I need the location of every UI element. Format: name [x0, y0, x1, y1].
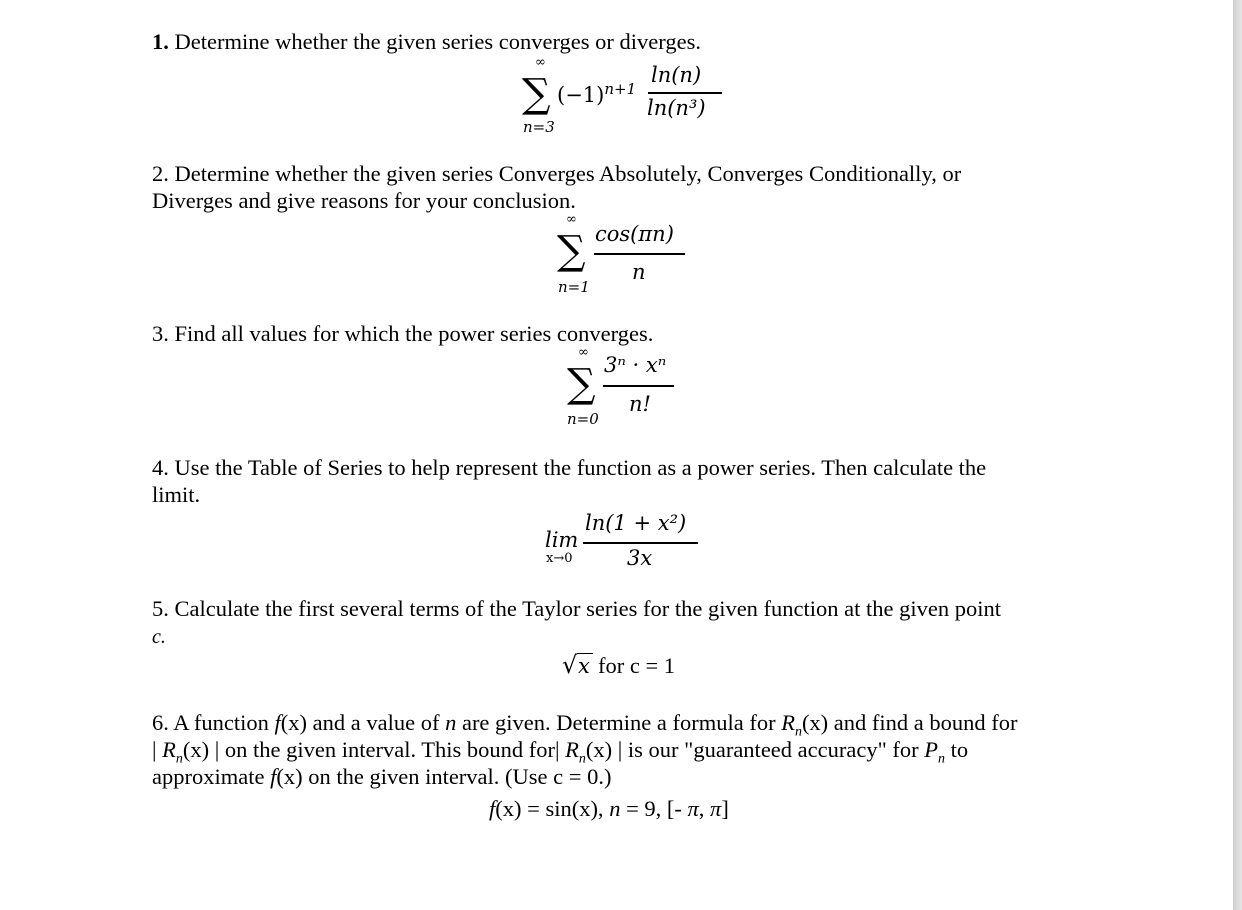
p1-sum-upper: ∞ [535, 55, 546, 70]
p4-lim: lim [545, 528, 579, 552]
p5-condition: for c = 1 [598, 653, 676, 678]
p5-sqrt-sign: √ [562, 651, 578, 679]
problem-6-line-2: | $R_n(x)$ | on the given interval. This bound for| $R_n(x)$ | is our "guaranteed accuracy" for $P_n$ to [152, 737, 969, 767]
p4-numerator: ln(1 + x²) [585, 511, 687, 535]
p3-sum-upper: ∞ [578, 345, 589, 360]
p3-fraction-bar [603, 385, 674, 387]
p5-radicand: x [578, 654, 590, 678]
problem-1-text: Determine whether the given series converges or diverges. [174, 29, 701, 54]
p1-factor-exponent: n+1 [604, 80, 637, 98]
p2-denominator: n [632, 260, 646, 284]
p2-fraction-bar [594, 253, 685, 255]
page-edge-shadow [1233, 0, 1242, 910]
p4-fraction-bar [583, 542, 698, 544]
p2-sigma: ∑ [557, 228, 586, 274]
p1-sigma: ∑ [522, 71, 551, 117]
p1-sum-lower: n=3 [523, 118, 555, 136]
p3-numerator: 3ⁿ · xⁿ [604, 353, 667, 377]
p1-factor: $(-1)^{n+1}$ [557, 80, 637, 107]
p1-fraction-bar [648, 92, 722, 94]
p3-denominator: n! [629, 392, 651, 416]
problem-6-line-3: approximate f(x) on the given interval. (Use c = 0.) [152, 764, 612, 789]
problem-6-line-1: 6. A function f(x) and a value of n are given. Determine a formula for $R_n(x)$ and find a bound for [152, 710, 1018, 740]
problem-5-line-1: 5. Calculate the first several terms of the Taylor series for the given function at the given point [152, 596, 1002, 621]
problem-1-statement [152, 28, 701, 55]
p4-lim-subscript: x→0 [546, 551, 573, 566]
p2-sum-upper: ∞ [566, 212, 577, 227]
problem-5-line-2: c. [152, 626, 166, 648]
p1-numerator: ln(n) [651, 63, 702, 87]
problem-2-line-2: Diverges and give reasons for your conclusion. [152, 188, 576, 213]
problem-1-number: 1. [152, 29, 169, 54]
p3-sum-lower: n=0 [567, 410, 599, 428]
p2-sum-lower: n=1 [558, 278, 590, 296]
problem-3-statement: 3. Find all values for which the power series converges. [152, 321, 654, 346]
problem-2-line-1: 2. Determine whether the given series Converges Absolutely, Converges Conditionally, or [152, 161, 962, 186]
p1-denominator: ln(n³) [647, 96, 706, 120]
p4-denominator: 3x [627, 546, 653, 570]
p3-sigma: ∑ [567, 361, 596, 407]
problem-4-line-2: limit. [152, 482, 201, 507]
problem-4-line-1: 4. Use the Table of Series to help represent the function as a power series. Then calculate the [152, 455, 987, 480]
problem-6-equation: f(x) = sin(x), n = 9, [- π, π] [489, 796, 729, 821]
p2-numerator: cos(πn) [595, 222, 674, 246]
